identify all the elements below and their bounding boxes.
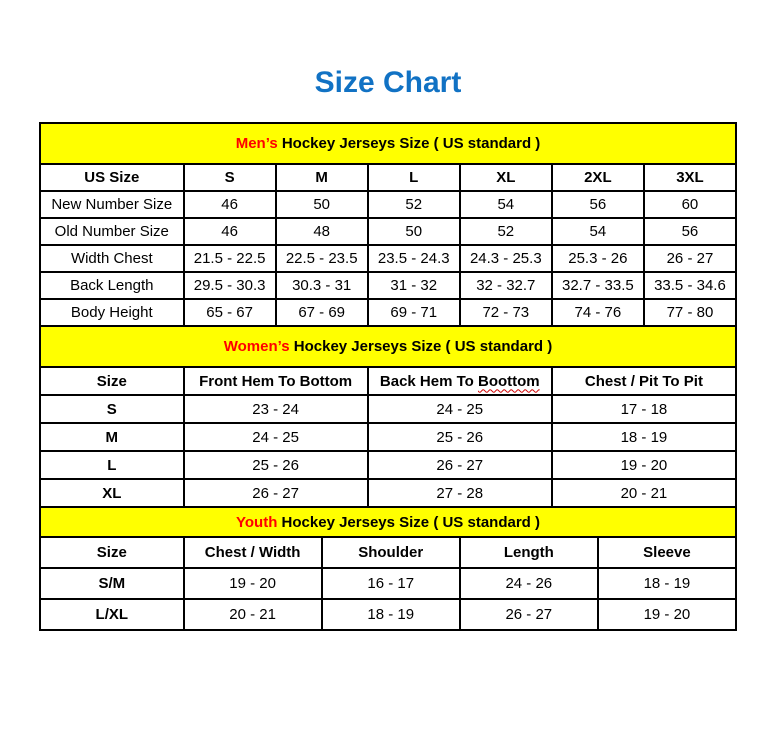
table-row (40, 451, 736, 479)
size-value-cell: 27 - 28 (368, 479, 552, 507)
womens-column-header-row (40, 367, 736, 395)
mens-section-title-rest: Hockey Jerseys Size ( US standard ) (277, 135, 541, 152)
page-title: Size Chart (314, 66, 462, 99)
mens-row-label: Old Number Size (40, 218, 184, 245)
table-row (40, 191, 736, 218)
womens-row-label: S (40, 395, 184, 423)
size-value-cell: 20 - 21 (552, 479, 736, 507)
size-value-cell: 19 - 20 (552, 451, 736, 479)
youth-col-header-2 (322, 537, 460, 568)
col-header-label: Front Hem To Bottom (199, 372, 353, 390)
mens-row-label: Width Chest (40, 245, 184, 272)
col-header-label: US Size (84, 169, 140, 186)
size-value-cell: 21.5 - 22.5 (184, 245, 276, 272)
size-value-cell: 19 - 20 (184, 568, 322, 599)
size-value-cell: 67 - 69 (276, 299, 368, 326)
size-value-cell: 26 - 27 (184, 479, 368, 507)
size-value-cell: 50 (368, 218, 460, 245)
womens-col-header-1 (184, 367, 368, 395)
size-value-cell: 19 - 20 (598, 599, 736, 630)
table-row (40, 299, 736, 326)
womens-size-table (39, 325, 737, 508)
mens-row-label: New Number Size (40, 191, 184, 218)
size-value-cell: 25 - 26 (184, 451, 368, 479)
size-value-cell: 56 (552, 191, 644, 218)
mens-section-header (40, 123, 736, 164)
youth-row-label: S/M (40, 568, 184, 599)
size-value-cell: 26 - 27 (460, 599, 598, 630)
size-value-cell: 23 - 24 (184, 395, 368, 423)
youth-section-header (40, 507, 736, 537)
size-value-cell: 32.7 - 33.5 (552, 272, 644, 299)
womens-col-header-0 (40, 367, 184, 395)
mens-row-label: Back Length (40, 272, 184, 299)
size-value-cell: 54 (460, 191, 552, 218)
table-row (40, 395, 736, 423)
col-header-label: Length (503, 544, 554, 561)
womens-row-label: XL (40, 479, 184, 507)
size-value-cell: 74 - 76 (552, 299, 644, 326)
mens-col-header-4 (460, 164, 552, 191)
youth-size-table (39, 506, 737, 631)
mens-col-header-5 (552, 164, 644, 191)
size-value-cell: 17 - 18 (552, 395, 736, 423)
mens-col-header-2 (276, 164, 368, 191)
size-value-cell: 25 - 26 (368, 423, 552, 451)
size-value-cell: 48 (276, 218, 368, 245)
col-header-label: 2XL (584, 169, 612, 186)
size-value-cell: 31 - 32 (368, 272, 460, 299)
table-row (40, 568, 736, 599)
size-value-cell: 72 - 73 (460, 299, 552, 326)
misspelled-word: Boottom (477, 372, 540, 390)
youth-col-header-1 (184, 537, 322, 568)
size-value-cell: 50 (276, 191, 368, 218)
size-value-cell: 18 - 19 (598, 568, 736, 599)
mens-col-header-3 (368, 164, 460, 191)
table-row (40, 599, 736, 630)
col-header-label: L (409, 169, 419, 186)
size-value-cell: 18 - 19 (322, 599, 460, 630)
col-header-label: Sleeve (643, 544, 691, 561)
youth-section-title-rest: Hockey Jerseys Size ( US standard ) (277, 513, 540, 531)
womens-row-label: L (40, 451, 184, 479)
youth-column-header-row (40, 537, 736, 568)
col-header-label: 3XL (676, 169, 704, 186)
col-header-label: XL (496, 169, 516, 186)
size-value-cell: 69 - 71 (368, 299, 460, 326)
youth-col-header-3 (460, 537, 598, 568)
size-value-cell: 46 (184, 191, 276, 218)
youth-row-label: L/XL (40, 599, 184, 630)
col-header-label: Size (96, 544, 127, 561)
size-value-cell: 26 - 27 (644, 245, 736, 272)
size-value-cell: 24 - 26 (460, 568, 598, 599)
col-header-label: S (224, 169, 235, 186)
table-row (40, 245, 736, 272)
table-row (40, 479, 736, 507)
table-row (40, 423, 736, 451)
size-chart-page (0, 60, 776, 631)
mens-column-header-row (40, 164, 736, 191)
size-value-cell: 65 - 67 (184, 299, 276, 326)
size-value-cell: 26 - 27 (368, 451, 552, 479)
size-value-cell: 60 (644, 191, 736, 218)
col-header-label: Size (96, 372, 127, 390)
size-value-cell: 18 - 19 (552, 423, 736, 451)
size-value-cell: 32 - 32.7 (460, 272, 552, 299)
col-header-label: Chest / Pit To Pit (584, 372, 703, 390)
col-header-label: M (315, 169, 328, 186)
womens-section-banner-row (40, 326, 736, 367)
womens-row-label: M (40, 423, 184, 451)
mens-size-table (39, 122, 737, 327)
womens-section-title-highlight: Women’s (223, 338, 290, 355)
size-value-cell: 16 - 17 (322, 568, 460, 599)
size-value-cell: 24 - 25 (184, 423, 368, 451)
mens-section-banner-row (40, 123, 736, 164)
size-value-cell: 25.3 - 26 (552, 245, 644, 272)
size-value-cell: 54 (552, 218, 644, 245)
mens-section-title-highlight: Men’s (235, 135, 278, 152)
size-value-cell: 24 - 25 (368, 395, 552, 423)
size-value-cell: 77 - 80 (644, 299, 736, 326)
size-value-cell: 56 (644, 218, 736, 245)
size-tables-container (39, 122, 737, 631)
youth-col-header-4 (598, 537, 736, 568)
size-value-cell: 52 (460, 218, 552, 245)
mens-col-header-1 (184, 164, 276, 191)
size-value-cell: 52 (368, 191, 460, 218)
size-value-cell: 30.3 - 31 (276, 272, 368, 299)
size-value-cell: 33.5 - 34.6 (644, 272, 736, 299)
youth-col-header-0 (40, 537, 184, 568)
mens-row-label: Body Height (40, 299, 184, 326)
womens-section-title-rest: Hockey Jerseys Size ( US standard ) (289, 338, 553, 355)
youth-section-banner-row (40, 507, 736, 537)
table-row (40, 218, 736, 245)
col-header-label: Chest / Width (204, 544, 301, 561)
table-row (40, 272, 736, 299)
col-header-label: Back Hem To (379, 372, 478, 390)
size-value-cell: 24.3 - 25.3 (460, 245, 552, 272)
youth-section-title-highlight: Youth (236, 513, 278, 531)
size-value-cell: 22.5 - 23.5 (276, 245, 368, 272)
size-value-cell: 29.5 - 30.3 (184, 272, 276, 299)
size-value-cell: 23.5 - 24.3 (368, 245, 460, 272)
womens-col-header-3 (552, 367, 736, 395)
col-header-label: Shoulder (358, 544, 424, 561)
size-value-cell: 46 (184, 218, 276, 245)
mens-col-header-0 (40, 164, 184, 191)
size-value-cell: 20 - 21 (184, 599, 322, 630)
womens-col-header-2 (368, 367, 552, 395)
mens-col-header-6 (644, 164, 736, 191)
womens-section-header (40, 326, 736, 367)
